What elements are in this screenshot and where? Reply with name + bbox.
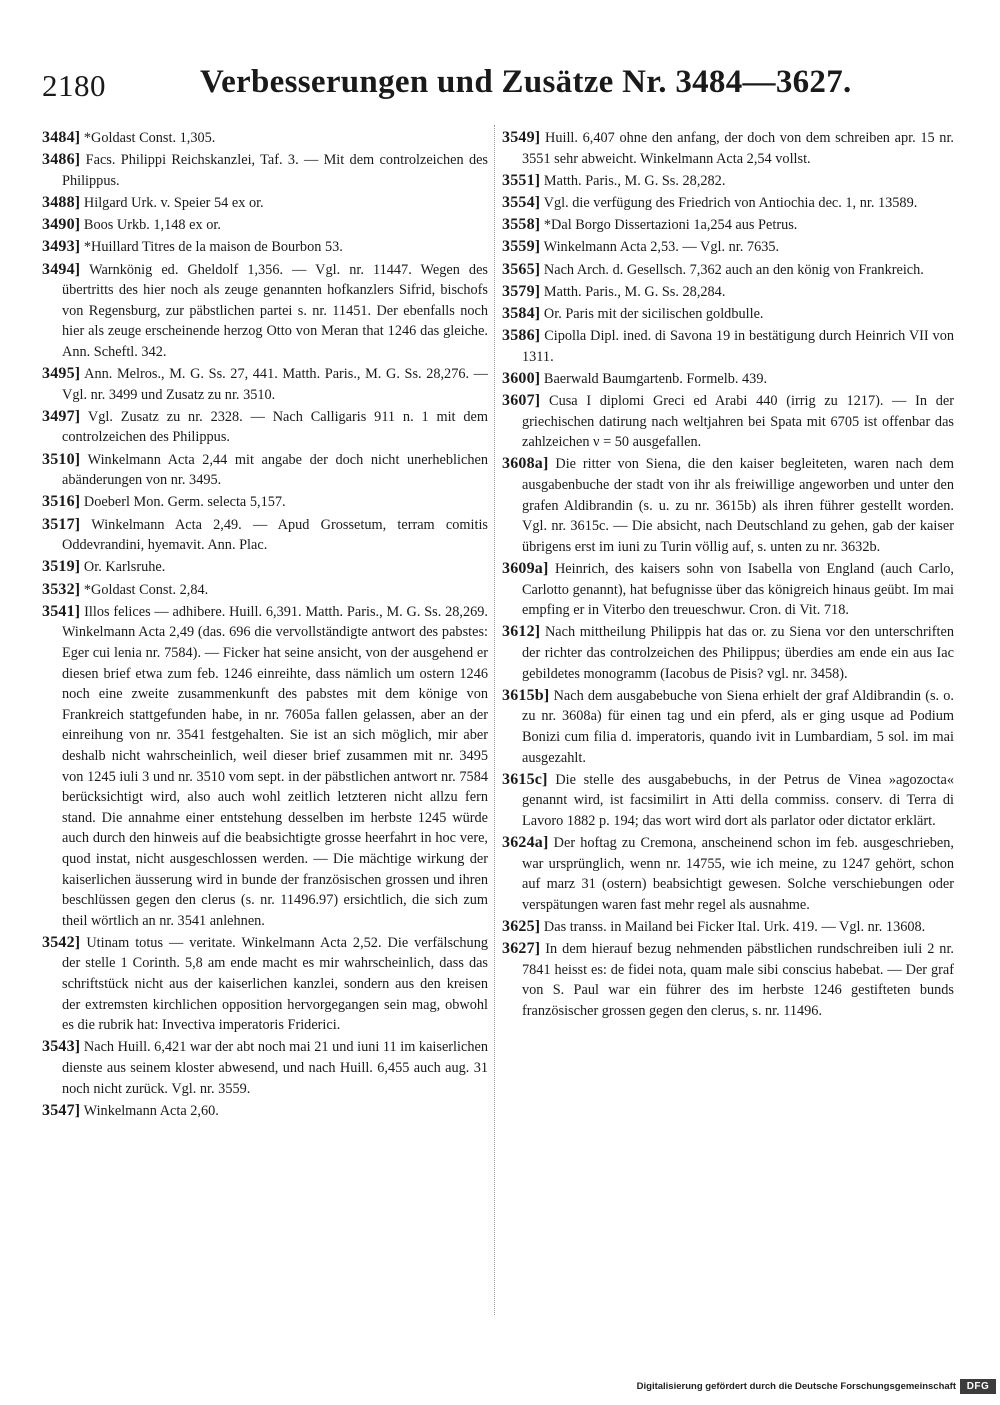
entry-number: 3625] <box>502 918 541 936</box>
entry-number: 3600] <box>502 369 541 387</box>
entry-number: 3549] <box>502 129 541 146</box>
document-entry <box>502 391 954 453</box>
entry-text: *Huillard Titres de la maison de Bourbon 53. <box>83 239 343 256</box>
document-entry <box>42 515 488 556</box>
entry-text: Matth. Paris., M. G. Ss. 28,282. <box>543 172 726 189</box>
entry-text: Der hoftag zu Cremona, anscheinend schon im feb. ausgeschrieben, war ursprünglich, wenn nr. 14755, wie ich meine, zu 1247 gehört, schon auf marz 31 (ostern) beabsichtigt gewesen. Solche verschiebungen oder verspätungen waren fast mehr regel als ausnahme. <box>522 835 954 913</box>
entry-text: Cipolla Dipl. ined. di Savona 19 in bestätigung durch Heinrich VII von 1311. <box>522 328 954 365</box>
document-entry <box>502 304 954 325</box>
entry-text: Illos felices — adhibere. Huill. 6,391. Matth. Paris., M. G. Ss. 28,269. Winkelmann Acta 2,49 (das. 696 die vervollständigte antwort des pabstes: Eger cui lenia nr. 7584). — Ficker hat seine ansicht, von der ausgehend er diesen brief etwa zum feb. 1246 einreihte, dass nämlich um ostern 1246 noch eine zweite zusammenkunft des pabstes mit dem könige von Frankreich stattgefunden habe, in nr. 7605a fallen gelassen, aber an der einreihung von nr. 3541 festgehalten. Sie ist an sich möglich, mir aber deshalb nicht wahrscheinlich, weil dieser brief zusammen mit nr. 3495 von 1245 iuli 3 und nr. 3510 vom sept. in der päbstlichen antwort nr. 7584 berücksichtigt wird, also auch wohl zeitlich letzteren nicht allzu fern stand. Die annahme einer entstehung desselben im herbste 1245 würde auch durch den hinweis auf die beabsichtigte grosse heerfahrt in hoc vere, quod instat, nicht ausgeschlossen werden. — Die mächtige wirkung der kaiserlichen äusserung wird in bunde der französischen grossen und ihren beschlüssen gegen den clerus (s. nr. 11496.97) ersichtlich, die sich zum theil wörtlich an nr. 3541 anlehnen. <box>62 603 488 929</box>
document-entry <box>42 237 488 258</box>
entry-number: 3488] <box>42 193 81 211</box>
entry-number: 3486] <box>42 151 81 169</box>
document-entry <box>502 193 954 214</box>
document-entry <box>42 1101 488 1122</box>
entry-text: Baerwald Baumgartenb. Formelb. 439. <box>543 370 768 387</box>
entry-number: 3532] <box>42 580 81 598</box>
document-entry <box>42 933 488 1036</box>
entry-text: Vgl. Zusatz zu nr. 2328. — Nach Calligaris 911 n. 1 mit dem controlzeichen des Philippus. <box>62 408 488 446</box>
entry-text: Die stelle des ausgabebuchs, in der Petrus de Vinea »agozocta« genannt wird, ist facsimilirt in Atti della commiss. conserv. di Terra di Lavoro 1882 p. 194; das wort wird dort als parlator oder dictator erklärt. <box>522 771 954 829</box>
document-entry <box>502 369 954 390</box>
entry-number: 3627] <box>502 940 541 958</box>
entry-text: Heinrich, des kaisers sohn von Isabella von England (auch Carlo, Carlotto genannt), hat befugnisse über das königreich hinaus geübt. Im mai empfing er in Viterbo den treueschwur. Cron. di Vit. 718. <box>522 561 954 619</box>
document-entry <box>42 492 488 513</box>
entry-text: Utinam totus — veritate. Winkelmann Acta 2,52. Die verfälschung der stelle 1 Corinth. 5,8 am ende macht es mir wahrscheinlich, dass das schriftstück nicht aus der kaiserlichen kanzlei, sondern aus den kreisen der extremsten kirchlichen opposition hervorgegangen sein mag, obwohl es die rubrik hat: Invectiva imperatoris Friderici. <box>62 934 488 1034</box>
entry-number: 3579] <box>502 282 541 300</box>
entry-number: 3519] <box>42 558 81 576</box>
entry-text: Doeberl Mon. Germ. selecta 5,157. <box>83 494 286 511</box>
entry-text: Ann. Melros., M. G. Ss. 27, 441. Matth. Paris., M. G. Ss. 28,276. — Vgl. nr. 3499 und Zusatz zu nr. 3510. <box>62 366 488 403</box>
entry-text: Huill. 6,407 ohne den anfang, der doch von dem schreiben apr. 15 nr. 3551 sehr abweicht. Winkelmann Acta 2,54 vollst. <box>522 130 954 167</box>
dfg-logo: DFG <box>960 1379 996 1394</box>
entry-text: Die ritter von Siena, die den kaiser begleiteten, waren nach dem ausgabenbuche der stadt von ihr als freiwillige angeworben und unter den grafen Aldibrandin (s. u. zu nr. 3615b) als ihren führer gestellt worden. Vgl. nr. 3615c. — Die absicht, nach Deutschland zu gehen, gab der kaiser übrigens erst im iuni zu Turin völlig auf, s. unten zu nr. 3632b. <box>522 456 955 555</box>
document-entry <box>42 260 488 363</box>
column-divider <box>494 125 495 1315</box>
entry-text: In dem hierauf bezug nehmenden päbstlichen rundschreiben iuli 2 nr. 7841 heisst es: de fidei nota, quam male sibi conscius habebat. — Der graf von S. Paul war ein führer des im herbste 1246 gestifteten bunds französischer grossen gegen den clerus, s. nr. 11496. <box>522 941 954 1020</box>
entry-text: Winkelmann Acta 2,49. — Apud Grossetum, terram comitis Oddevrandini, hyemavit. Ann. Plac. <box>62 516 488 554</box>
entry-number: 3607] <box>502 392 541 410</box>
entry-text: Warnkönig ed. Gheldolf 1,356. — Vgl. nr. 11447. Wegen des übertritts des hier noch als zeuge genannten hofkanzlers Sifrid, bischofs von Regensburg, zur päbstlichen partei s. nr. 11451. Der ebenfalls noch hier als zeuge erscheinende herzog Otto von Meran that 1246 das gleiche. Ann. Scheftl. 342. <box>62 261 488 360</box>
page-number: 2180 <box>42 68 106 103</box>
entry-number: 3517] <box>42 515 81 533</box>
entry-number: 3565] <box>502 260 541 278</box>
document-entry <box>42 215 488 236</box>
entry-number: 3541] <box>42 602 81 620</box>
document-entry <box>502 171 954 192</box>
entry-number: 3510] <box>42 450 81 468</box>
document-entry <box>502 454 954 557</box>
entry-number: 3586] <box>502 327 541 345</box>
document-entry <box>502 128 954 169</box>
page-header <box>42 64 962 108</box>
entry-text: Winkelmann Acta 2,44 mit angabe der doch nicht unerheblichen abänderungen von nr. 3495. <box>62 451 488 489</box>
entry-number: 3615c] <box>502 770 548 788</box>
entry-text: Winkelmann Acta 2,53. — Vgl. nr. 7635. <box>543 239 780 256</box>
entry-text: Winkelmann Acta 2,60. <box>83 1102 219 1119</box>
entry-number: 3497] <box>42 407 81 425</box>
entry-number: 3542] <box>42 933 81 951</box>
document-entry <box>42 1037 488 1099</box>
document-entry <box>502 833 954 915</box>
entry-text: Matth. Paris., M. G. Ss. 28,284. <box>543 283 726 300</box>
entry-number: 3547] <box>42 1101 81 1119</box>
left-column <box>42 128 488 1123</box>
entry-number: 3551] <box>502 171 541 189</box>
document-entry <box>502 770 954 832</box>
entry-text: Nach Arch. d. Gesellsch. 7,362 auch an den könig von Frankreich. <box>543 261 924 278</box>
page-footer <box>0 1379 1000 1399</box>
document-entry <box>42 557 488 578</box>
entry-text: Or. Karlsruhe. <box>83 559 166 576</box>
entry-number: 3558] <box>502 216 541 234</box>
entry-number: 3584] <box>502 304 541 322</box>
funding-credit: Digitalisierung gefördert durch die Deutsche Forschungsgemeinschaft <box>636 1381 956 1392</box>
document-entry <box>42 150 488 191</box>
entry-text: *Goldast Const. 2,84. <box>83 581 209 598</box>
entry-number: 3493] <box>42 238 81 256</box>
entry-text: Facs. Philippi Reichskanzlei, Taf. 3. — Mit dem controlzeichen des Philippus. <box>62 152 489 189</box>
entry-number: 3516] <box>42 493 81 511</box>
entry-text: Das transs. in Mailand bei Ficker Ital. Urk. 419. — Vgl. nr. 13608. <box>543 919 926 936</box>
document-entry <box>502 237 954 258</box>
document-entry <box>502 917 954 938</box>
entry-text: *Dal Borgo Dissertazioni 1a,254 aus Petrus. <box>543 217 798 234</box>
document-entry <box>42 128 488 149</box>
document-entry <box>502 326 954 367</box>
entry-text: *Goldast Const. 1,305. <box>83 130 216 146</box>
document-entry <box>502 559 954 621</box>
document-entry <box>42 407 488 448</box>
document-entry <box>42 193 488 214</box>
entry-number: 3543] <box>42 1038 81 1056</box>
entry-number: 3608a] <box>502 455 549 473</box>
document-entry <box>502 622 954 684</box>
document-entry <box>42 364 488 405</box>
entry-number: 3554] <box>502 193 541 211</box>
entry-number: 3612] <box>502 623 541 641</box>
entry-number: 3484] <box>42 129 81 146</box>
document-entry <box>42 580 488 601</box>
entry-text: Nach mittheilung Philippis hat das or. zu Siena vor den unterschriften der richter das controlzeichen des Philippus; überdies am ende ein aus Iac gebildetes monogramm (Iacobus de Pisis? vgl. nr. 3458). <box>522 624 954 682</box>
right-column <box>502 128 954 1023</box>
entry-text: Hilgard Urk. v. Speier 54 ex or. <box>83 194 264 211</box>
entry-text: Nach Huill. 6,421 war der abt noch mai 21 und iuni 11 im kaiserlichen dienste aus seinem kloster abwesend, und nach Huill. 6,455 auch aug. 31 noch nicht zurück. Vgl. nr. 3559. <box>62 1039 488 1097</box>
document-entry <box>502 282 954 303</box>
document-entry <box>502 260 954 281</box>
entry-text: Nach dem ausgabebuche von Siena erhielt der graf Aldibrandin (s. o. zu nr. 3608a) für einen tag und ein pferd, als er ging usque ad Podium Bonizi cum filia d. imperatoris, quando ivit in Lumbardiam, 5 sol. im mai ausgezahlt. <box>522 687 954 766</box>
entry-number: 3559] <box>502 238 541 256</box>
document-entry <box>502 939 954 1021</box>
document-entry <box>42 602 488 932</box>
entry-number: 3624a] <box>502 834 549 852</box>
entry-number: 3494] <box>42 260 81 278</box>
document-entry <box>502 215 954 236</box>
entry-text: Cusa I diplomi Greci ed Arabi 440 (irrig zu 1217). — In der griechischen datirung nach weltjahren bei Spata mit 6705 ist offenbar das zahlzeichen ν = 50 ausgefallen. <box>522 393 954 451</box>
entry-number: 3490] <box>42 216 81 234</box>
entry-number: 3495] <box>42 365 81 383</box>
document-entry <box>42 450 488 491</box>
document-entry <box>502 686 954 768</box>
entry-number: 3615b] <box>502 686 550 704</box>
entry-text: Or. Paris mit der sicilischen goldbulle. <box>543 305 764 322</box>
page-title: Verbesserungen und Zusätze Nr. 3484—3627. <box>200 64 852 100</box>
entry-number: 3609a] <box>502 560 549 577</box>
entry-text: Boos Urkb. 1,148 ex or. <box>83 217 221 234</box>
entry-text: Vgl. die verfügung des Friedrich von Antiochia dec. 1, nr. 13589. <box>543 194 918 211</box>
